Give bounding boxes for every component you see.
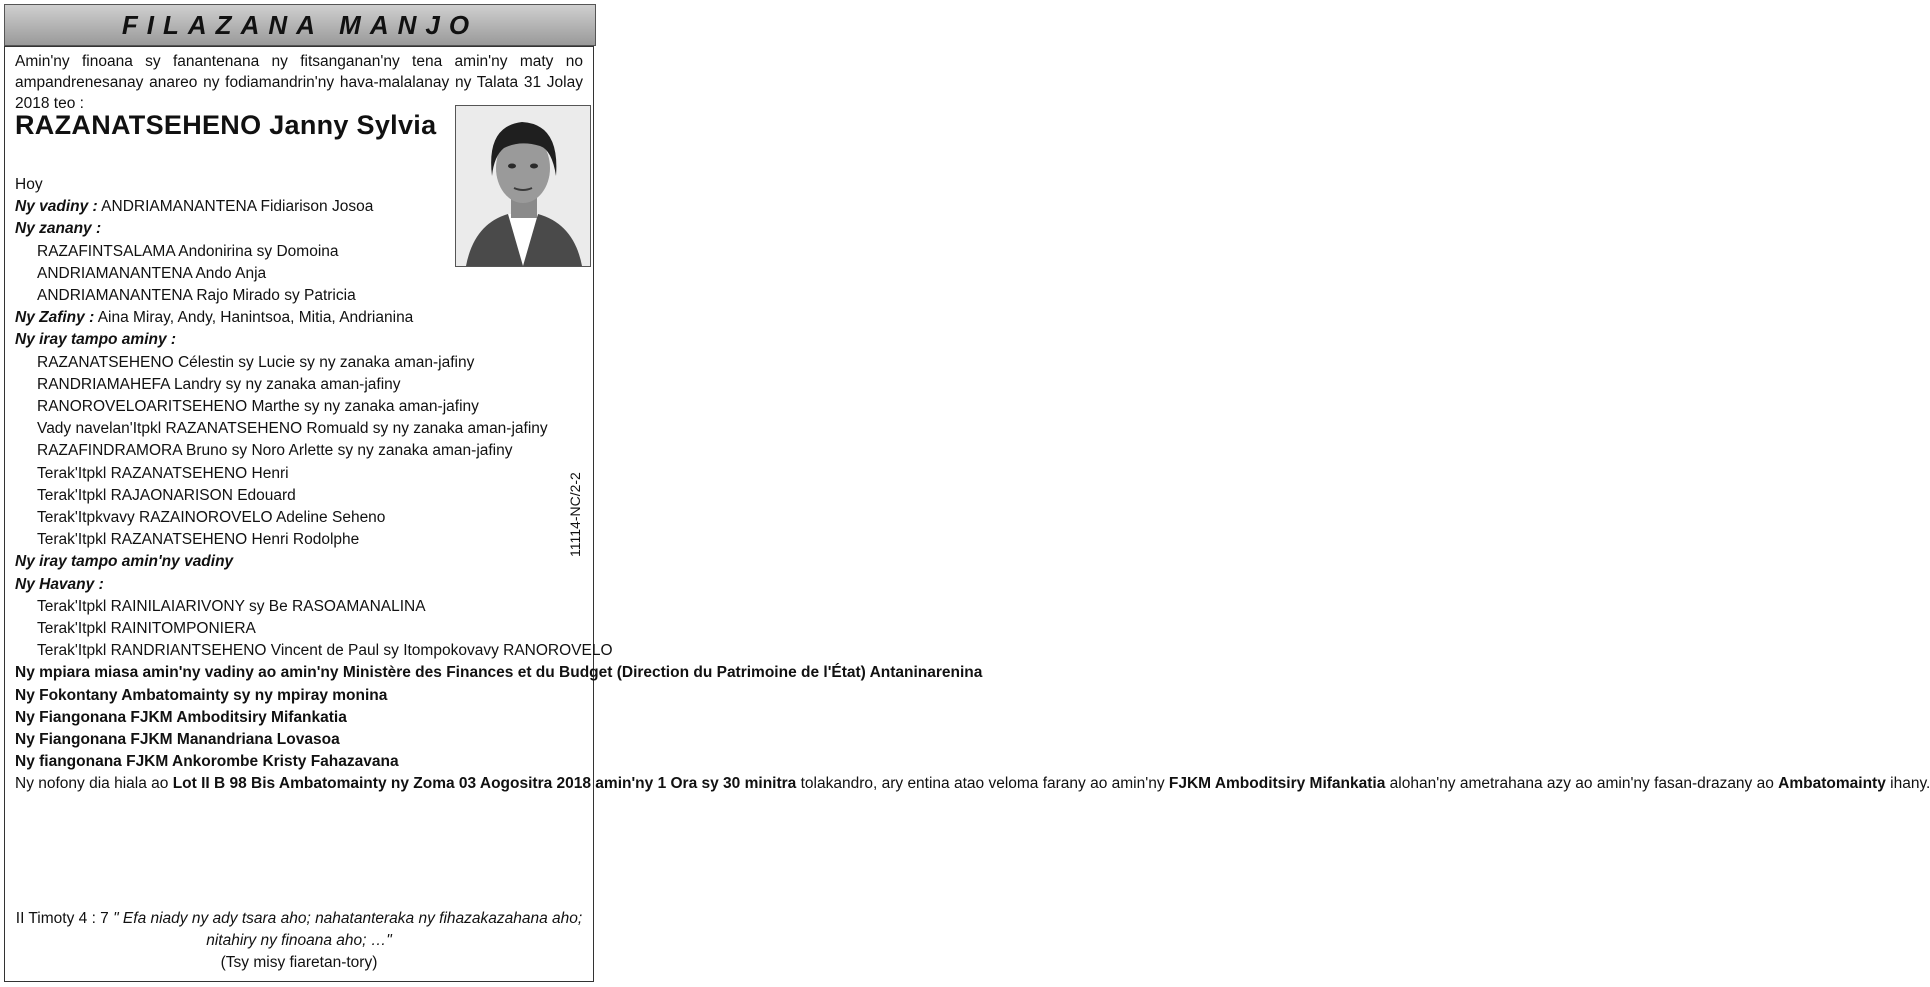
iray-tampo-vady-label: Ny iray tampo amin'ny vadiny <box>15 553 234 571</box>
fokontany-line: Ny Fokontany Ambatomainty sy ny mpiray monina <box>15 686 388 704</box>
zanany-label: Ny zanany : <box>15 220 102 238</box>
scripture-quote <box>15 908 583 974</box>
list-item: Terak'Itpkl RAZANATSEHENO Henri Rodolphe <box>37 531 360 549</box>
zafiny-value: Aina Miray, Andy, Hanintsoa, Mitia, Andrianina <box>97 309 414 327</box>
havany-label: Ny Havany : <box>15 575 104 593</box>
closing-note: (Tsy misy fiaretan-tory) <box>220 954 378 971</box>
funeral-text: Ny nofony dia hiala ao <box>15 775 173 793</box>
colleagues-line: Ny mpiara miasa amin'ny vadiny ao amin'ny Ministère des Finances et du Budget (Direction du Patrimoine de l'État) Antaninarenina <box>15 664 983 682</box>
fiangonana-line: Ny fiangonana FJKM Ankorombe Kristy Fahazavana <box>15 753 399 771</box>
funeral-text: alohan'ny ametrahana azy ao amin'ny fasan-drazany ao <box>1385 775 1779 793</box>
zafiny-label: Ny Zafiny : <box>15 309 95 327</box>
list-item: Terak'Itpkl RANDRIANTSEHENO Vincent de Paul sy Itompokovavy RANOROVELO <box>37 642 613 660</box>
list-item: RAZAFINDRAMORA Bruno sy Noro Arlette sy ny zanaka aman-jafiny <box>37 442 513 460</box>
list-item: Terak'Itpkl RAZANATSEHENO Henri <box>37 464 289 482</box>
list-item: ANDRIAMANANTENA Rajo Mirado sy Patricia <box>37 287 356 305</box>
funeral-burial-place: Ambatomainty <box>1778 775 1886 793</box>
vady-value: ANDRIAMANANTENA Fidiarison Josoa <box>101 198 374 216</box>
list-item: Terak'Itpkvavy RAZAINOROVELO Adeline Seheno <box>37 509 386 527</box>
list-item: RAZANATSEHENO Célestin sy Lucie sy ny zanaka aman-jafiny <box>37 353 475 371</box>
notice-title: FILAZANA MANJO <box>121 9 479 40</box>
funeral-text: ihany. <box>1885 775 1930 793</box>
notice-header <box>4 4 596 46</box>
verse-text: " Efa niady ny ady tsara aho; nahatanteraka ny fihazakazahana aho; nitahiry ny finoana aho; …" <box>113 910 583 949</box>
reference-code: 11114-NC/2-2 <box>567 472 583 557</box>
funeral-paragraph <box>15 773 1930 795</box>
hoy-line: Hoy <box>15 176 43 193</box>
deceased-name: RAZANATSEHENO Janny Sylvia <box>15 110 437 140</box>
family-list <box>15 174 1930 796</box>
verse-reference: II Timoty 4 : 7 <box>15 910 114 927</box>
list-item: RANOROVELOARITSEHENO Marthe sy ny zanaka aman-jafiny <box>37 398 479 416</box>
notice-card <box>4 46 1930 982</box>
list-item: RANDRIAMAHEFA Landry sy ny zanaka aman-jafiny <box>37 375 401 393</box>
list-item: RAZAFINTSALAMA Andonirina sy Domoina <box>37 242 339 260</box>
funeral-church: FJKM Amboditsiry Mifankatia <box>1168 775 1386 793</box>
list-item: Terak'Itpkl RAINILAIARIVONY sy Be RASOAMANALINA <box>37 597 426 615</box>
intro-paragraph: Amin'ny finoana sy fanantenana ny fitsanganan'ny tena amin'ny maty no ampandrenesanay anareo ny fodiamandrin'ny hava-malalanay ny Talata 31 Jolay 2018 teo : <box>15 53 583 112</box>
zafiny-line <box>15 307 613 329</box>
vady-line <box>15 196 613 218</box>
list-item: ANDRIAMANANTENA Ando Anja <box>37 264 267 282</box>
list-item: Terak'Itpkl RAINITOMPONIERA <box>37 620 256 638</box>
funeral-text: tolakandro, ary entina atao veloma farany ao amin'ny <box>796 775 1169 793</box>
vady-label: Ny vadiny : <box>15 198 98 216</box>
list-item: Vady navelan'Itpkl RAZANATSEHENO Romuald sy ny zanaka aman-jafiny <box>37 420 548 438</box>
fiangonana-line: Ny Fiangonana FJKM Amboditsiry Mifankatia <box>15 708 347 726</box>
funeral-place-time: Lot II B 98 Bis Ambatomainty ny Zoma 03 Aogositra 2018 amin'ny 1 Ora sy 30 minitra <box>172 775 797 793</box>
verse-line <box>15 908 583 952</box>
fiangonana-line: Ny Fiangonana FJKM Manandriana Lovasoa <box>15 731 340 749</box>
list-item: Terak'Itpkl RAJAONARISON Edouard <box>37 486 296 504</box>
iray-tampo-label: Ny iray tampo aminy : <box>15 331 177 349</box>
